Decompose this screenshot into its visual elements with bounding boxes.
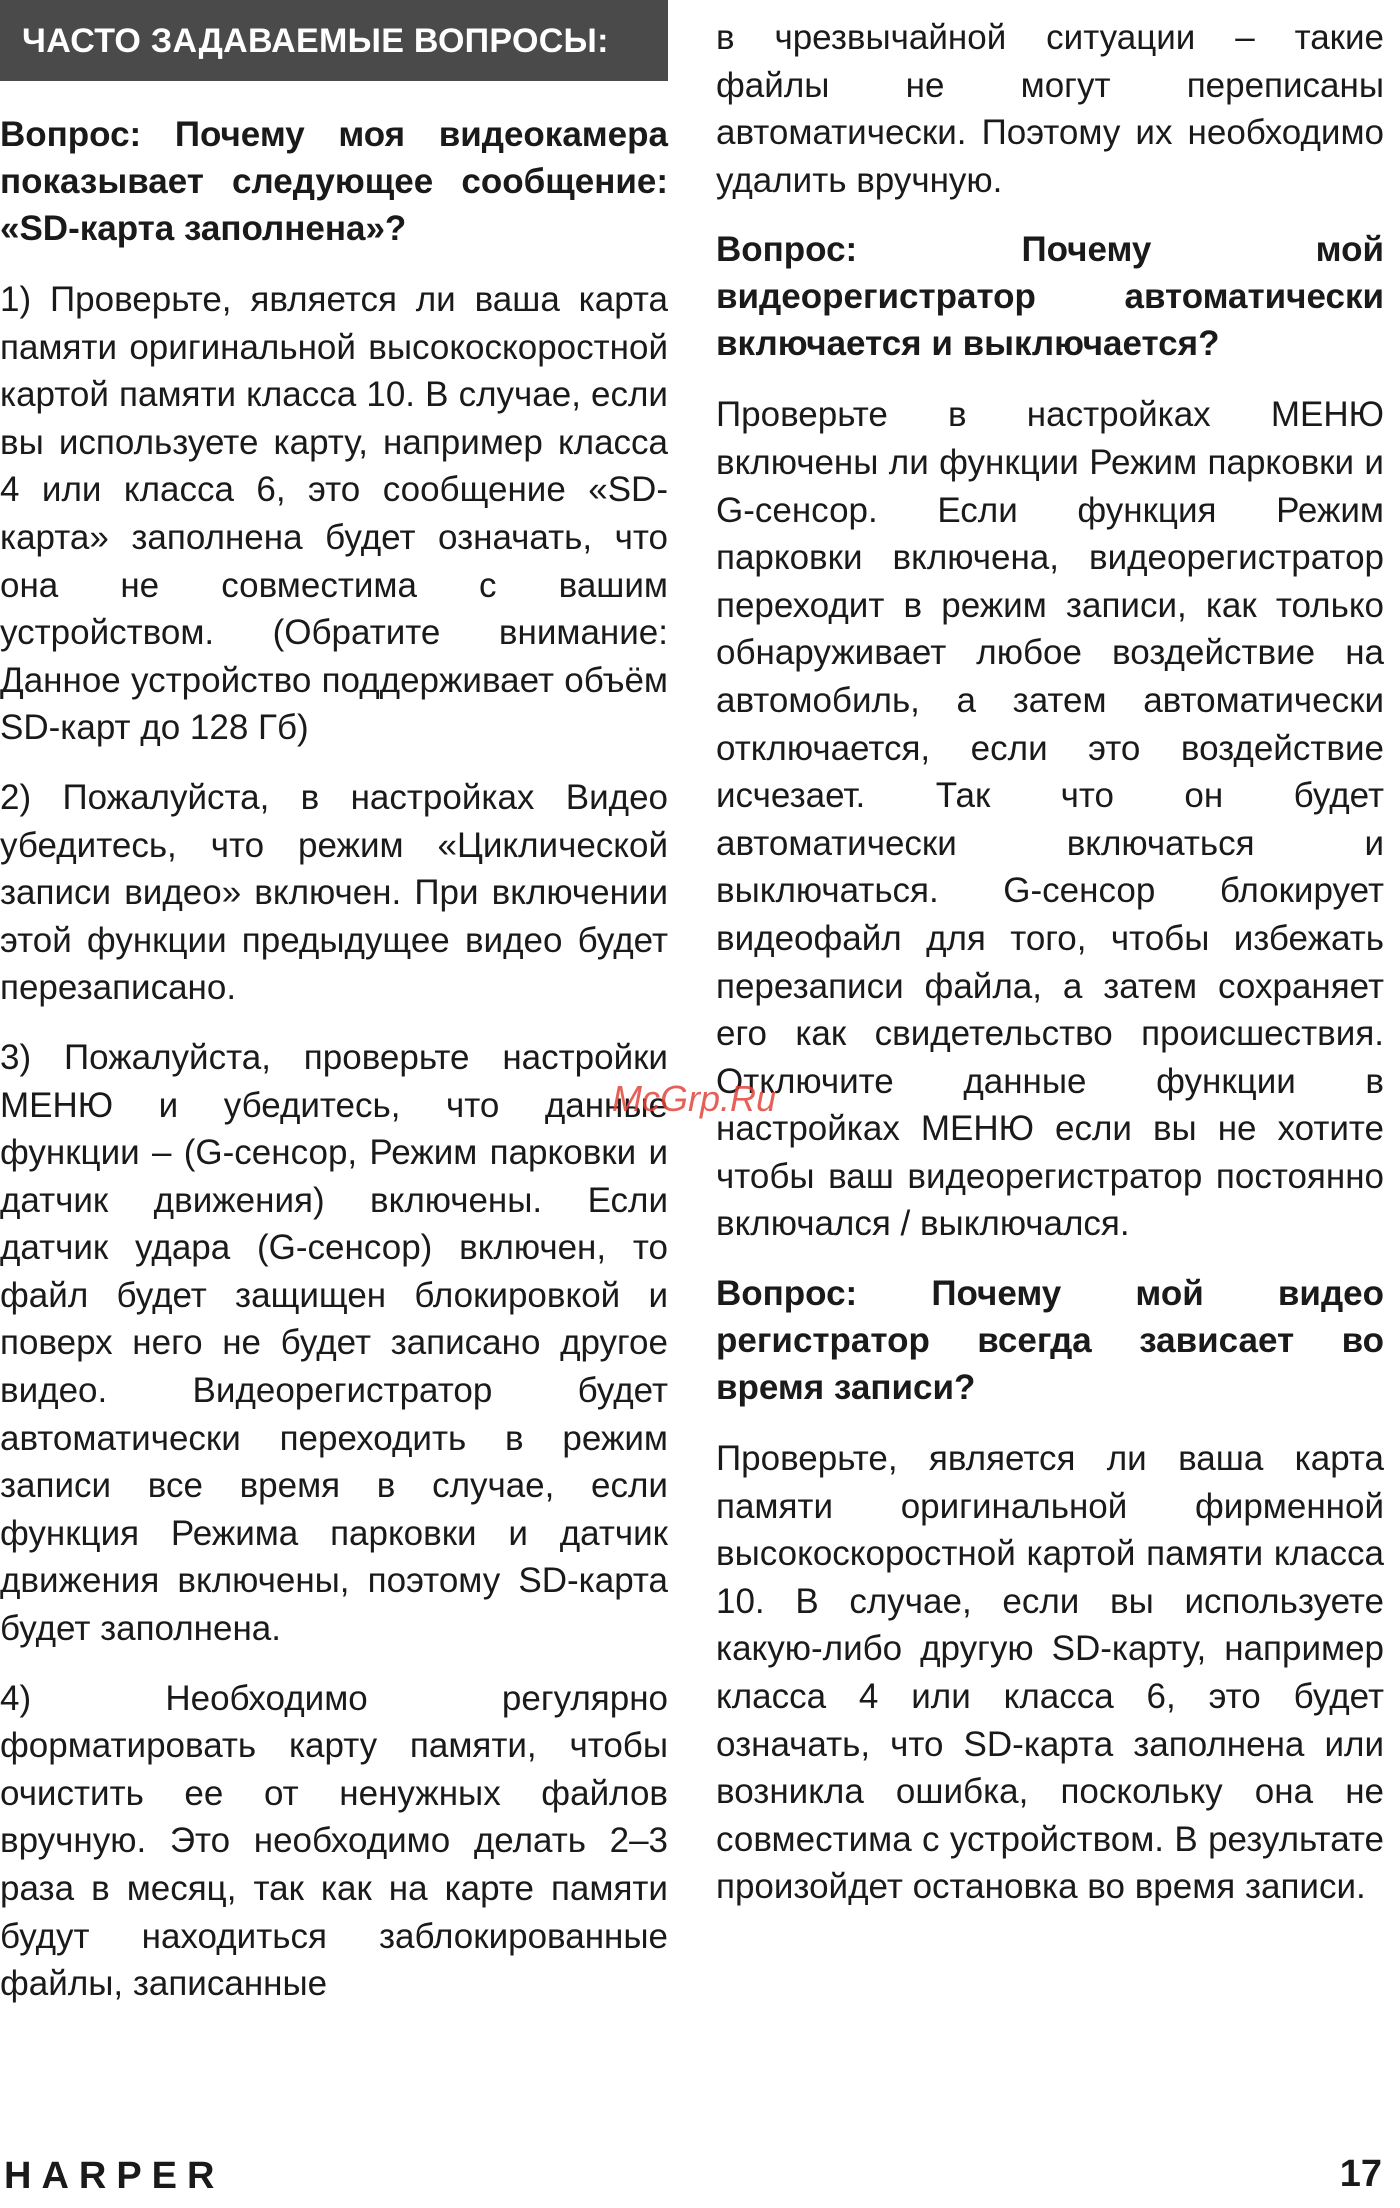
section-header: ЧАСТО ЗАДАВАЕМЫЕ ВОПРОСЫ: (0, 0, 668, 81)
answer-item-4-continued: в чрезвычайной ситуации – такие файлы не могут переписаны автоматически. Поэтому их необходимо удалить вручную. (716, 18, 1384, 200)
right-column (716, 0, 1384, 1933)
answer-item-4: 4) Необходимо регулярно форматировать карту памяти, чтобы очистить ее от ненужных файлов вручную. Это необходимо делать 2–3 раза в месяц, так как на карте памяти будут находиться заблокированные файлы, записанные (0, 1678, 668, 2004)
answer-freezing: Проверьте, является ли ваша карта памяти оригинальной фирменной высокоскоростной картой памяти класса 10. В случае, если вы используете какую-либо другую SD-карту, например класса 4 или класса 6, это будет означать, что SD-карта заполнена или возникла ошибка, поскольку она не совместима с устройством. В результате произойдет остановка во время записи. (716, 1439, 1384, 1907)
answer-item-3: 3) Пожалуйста, проверьте настройки МЕНЮ и убедитесь, что данные функции – (G-сенсор, Режим парковки и датчик движения) включены. Если датчик удара (G-сенсор) включен, то файл будет защищен блокировкой и поверх него не будет записано другое видео. Видеорегистратор будет автоматически переходить в режим записи все время в случае, если функция Режима парковки и датчик движения включены, поэтому SD-карта будет заполнена. (0, 1037, 668, 1649)
answer-auto-power: Проверьте в настройках МЕНЮ включены ли функции Режим парковки и G-сенсор. Если функция Режим парковки включена, видеорегистратор переходит в режим записи, как только обнаруживает любое воздействие на автомобиль, а затем автоматически отключается, если это воздействие исчезает. Так что он будет автоматически включаться и выключаться. G-сенсор блокирует видеофайл для того, чтобы избежать перезаписи файла, а затем сохраняет его как свидетельство происшествия. Отключите данные функции в настройках МЕНЮ если вы не хотите чтобы ваш видеорегистратор постоянно включался / выключался. (716, 395, 1384, 1244)
brand-logo: HARPER (4, 2155, 225, 2197)
answer-item-1: 1) Проверьте, является ли ваша карта памяти оригинальной высокоскоростной картой памяти класса 10. В случае, если вы используете карту, например класса 4 или класса 6, это сообщение «SD-карта» заполнена будет означать, что она не совместима с вашим устройством. (Обратите внимание: Данное устройство поддерживает объём SD-карт до 128 Гб) (0, 280, 668, 748)
page-footer (0, 2148, 1400, 2208)
watermark: McGrp.Ru (612, 1078, 777, 1119)
page-number: 17 (1339, 2153, 1382, 2195)
answer-item-2: 2) Пожалуйста, в настройках Видео убедитесь, что режим «Циклической записи видео» включен. При включении этой функции предыдущее видео будет перезаписано. (0, 777, 668, 1008)
left-column (0, 0, 668, 2030)
question-auto-power: Вопрос: Почему мой видеорегистратор автоматически включается и выключается? (716, 230, 1384, 364)
question-sd-full: Вопрос: Почему моя видеокамера показывает следующее сообщение: «SD-карта заполнена»? (0, 115, 668, 248)
question-freezing: Вопрос: Почему мой видео регистратор всегда зависает во время записи? (716, 1274, 1384, 1408)
